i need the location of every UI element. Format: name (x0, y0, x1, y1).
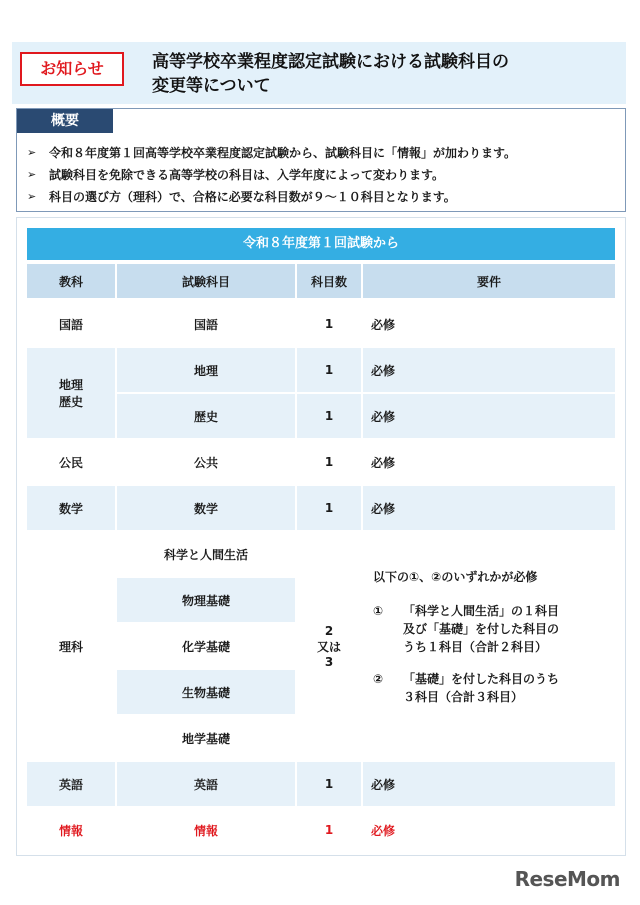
list-item (27, 164, 627, 186)
table-row-joho-req: 必修 (363, 808, 615, 852)
option-1-line-1: 「科学と人間生活」の１科目 (403, 604, 560, 618)
title-line-1: 高等学校卒業程度認定試験における試験科目の (152, 52, 509, 72)
table-row-chiri-exam: 地理 (117, 348, 295, 392)
count-line: 又は (316, 639, 341, 654)
option-2-line-2: ３科目（合計３科目） (403, 690, 524, 704)
table-row-kokugo-exam: 国語 (117, 302, 295, 346)
table-row-chiri-count: 1 (297, 348, 361, 392)
arrow-bullet-icon: ➢ (27, 168, 37, 181)
table-row-eigo-subject: 英語 (27, 762, 115, 806)
table-row-sugaku-count: 1 (297, 486, 361, 530)
table-row-rekishi-req: 必修 (363, 394, 615, 438)
table-row-rika-exam: 物理基礎 (117, 578, 295, 622)
table-row-rekishi-exam: 歴史 (117, 394, 295, 438)
table-row-rika-exam: 科学と人間生活 (117, 532, 295, 576)
table-row-eigo-exam: 英語 (117, 762, 295, 806)
page-title (152, 50, 622, 98)
header-exam: 試験科目 (117, 264, 295, 298)
option-1-number: ① (373, 604, 384, 618)
list-item-text: 令和８年度第１回高等学校卒業程度認定試験から、試験科目に「情報」が加わります。 (49, 146, 517, 160)
req-intro: 以下の①、②のいずれかが必修 (373, 570, 538, 584)
table-row-eigo-count: 1 (297, 762, 361, 806)
table-row-chireki-subject (27, 348, 115, 438)
header-subject: 教科 (27, 264, 115, 298)
table-row-kokugo-count: 1 (297, 302, 361, 346)
header-requirement: 要件 (363, 264, 615, 298)
overview-tab: 概要 (17, 109, 113, 133)
table-row-kokugo-req: 必修 (363, 302, 615, 346)
subject-line: 歴史 (58, 395, 83, 409)
option-1 (373, 602, 609, 620)
table-row-rika-req (363, 532, 615, 760)
count-line: 3 (324, 654, 334, 669)
table-row-rika-exam: 化学基礎 (117, 624, 295, 668)
table-row-joho-count: 1 (297, 808, 361, 852)
header-count: 科目数 (297, 264, 361, 298)
table-row-rika-exam: 生物基礎 (117, 670, 295, 714)
option-2-line-1: 「基礎」を付した科目のうち (403, 672, 560, 686)
list-item-text: 試験科目を免除できる高等学校の科目は、入学年度によって変わります。 (49, 168, 445, 182)
option-1-line-2: 及び「基礎」を付した科目の (403, 622, 560, 636)
table-row-sugaku-req: 必修 (363, 486, 615, 530)
list-item (27, 186, 627, 208)
table-row-rika-exam: 地学基礎 (117, 716, 295, 760)
title-line-2: 変更等について (152, 76, 271, 96)
arrow-bullet-icon: ➢ (27, 190, 37, 203)
resemom-logo: ReseMom (514, 867, 620, 891)
table-row-chiri-req: 必修 (363, 348, 615, 392)
option-2 (373, 670, 609, 688)
table-row-joho-subject: 情報 (27, 808, 115, 852)
notice-badge: お知らせ (20, 52, 124, 86)
overview-box (16, 108, 626, 212)
table-row-kokugo-subject: 国語 (27, 302, 115, 346)
table-row-komin-exam: 公共 (117, 440, 295, 484)
table-row-eigo-req: 必修 (363, 762, 615, 806)
option-2-number: ② (373, 672, 384, 686)
table-row-rika-subject: 理科 (27, 532, 115, 760)
table-row-rekishi-count: 1 (297, 394, 361, 438)
header (12, 42, 626, 104)
count-line: 2 (324, 623, 334, 638)
overview-list (27, 142, 627, 208)
science-requirement-text (373, 568, 609, 706)
table-row-sugaku-exam: 数学 (117, 486, 295, 530)
subject-line: 地理 (58, 378, 83, 392)
table-row-sugaku-subject: 数学 (27, 486, 115, 530)
arrow-bullet-icon: ➢ (27, 146, 37, 159)
table-row-komin-subject: 公民 (27, 440, 115, 484)
list-item-text: 科目の選び方（理科）で、合格に必要な科目数が９～１０科目となります。 (49, 190, 456, 204)
table-banner: 令和８年度第１回試験から (27, 228, 615, 260)
table-row-komin-count: 1 (297, 440, 361, 484)
table-row-komin-req: 必修 (363, 440, 615, 484)
table-row-rika-count (297, 532, 361, 760)
subject-table-frame (16, 217, 626, 856)
table-row-joho-exam: 情報 (117, 808, 295, 852)
option-1-line-3: うち１科目（合計２科目） (403, 640, 548, 654)
list-item (27, 142, 627, 164)
